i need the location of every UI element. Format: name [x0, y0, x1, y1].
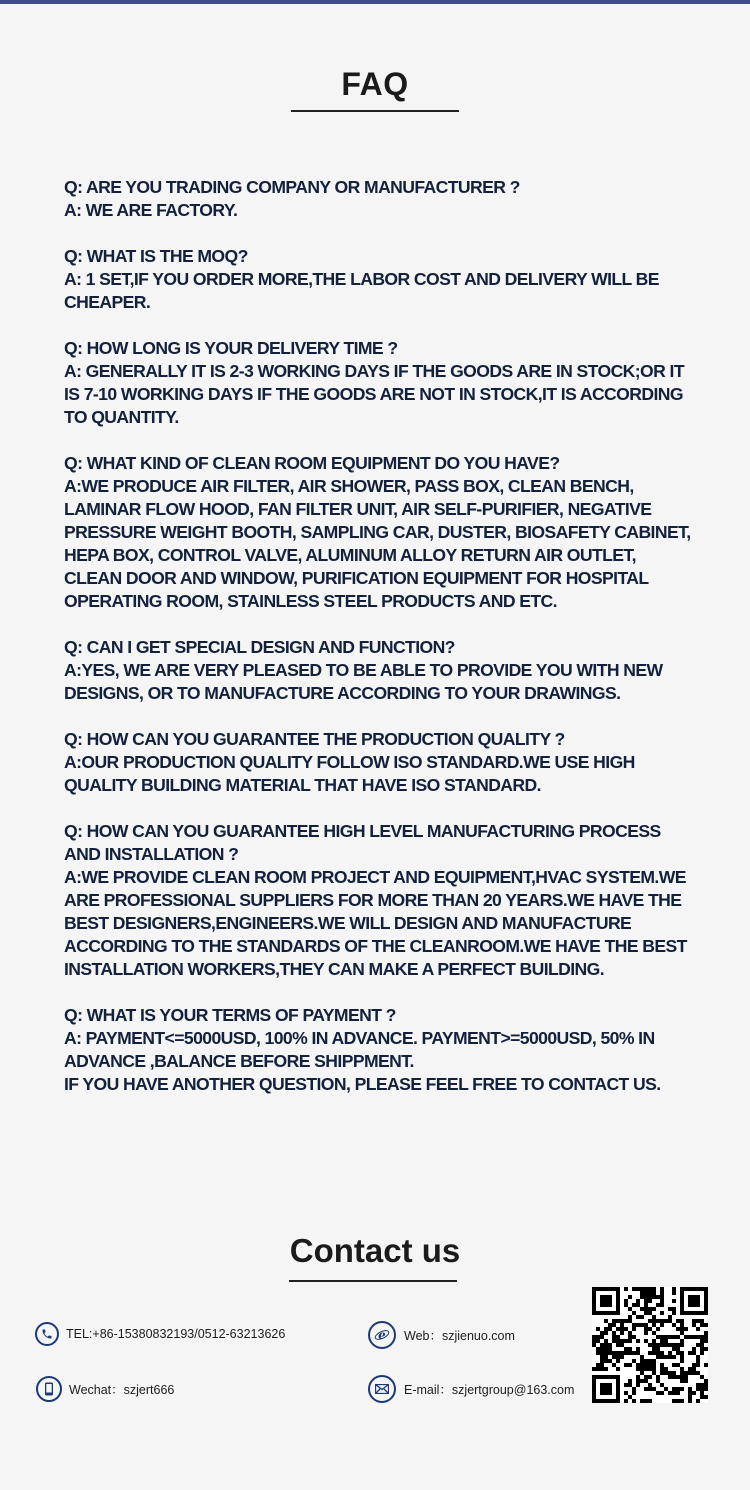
- faq-answer: A:WE PRODUCE AIR FILTER, AIR SHOWER, PASS BOX, CLEAN BENCH, LAMINAR FLOW HOOD, FAN FILTER UNIT, AIR SELF-PURIFIER, NEGATIVE PRESSURE WEIGHT BOOTH, SAMPLING CAR, DUSTER, BIOSAFETY CABINET, HEPA BOX, CONTROL VALVE, ALUMINUM ALLOY RETURN AIR OUTLET, CLEAN DOOR AND WINDOW, PURIFICATION EQUIPMENT FOR HOSPITAL OPERATING ROOM, STAINLESS STEEL PRODUCTS AND ETC.: [64, 476, 691, 611]
- faq-item: [64, 452, 694, 613]
- wechat-id: Wechat：szjert666: [69, 1383, 175, 1397]
- faq-question: Q: ARE YOU TRADING COMPANY OR MANUFACTURER ?: [64, 177, 520, 197]
- tel-link[interactable]: TEL:+86-15380832193/0512-63213626: [66, 1327, 286, 1341]
- svg-text:e: e: [378, 1328, 386, 1342]
- faq-answer: A: 1 SET,IF YOU ORDER MORE,THE LABOR COST AND DELIVERY WILL BE CHEAPER.: [64, 269, 659, 312]
- faq-question: Q: CAN I GET SPECIAL DESIGN AND FUNCTION?: [64, 637, 455, 657]
- browser-icon: [368, 1321, 396, 1349]
- top-accent-bar: [0, 0, 750, 4]
- web-link[interactable]: Web：szjienuo.com: [404, 1329, 515, 1343]
- contact-wechat-row: [36, 1376, 174, 1402]
- qr-code: [592, 1287, 708, 1403]
- faq-item: [64, 1004, 694, 1096]
- mail-icon: [368, 1375, 396, 1403]
- faq-answer: A: WE ARE FACTORY.: [64, 200, 238, 220]
- faq-answer: A: GENERALLY IT IS 2-3 WORKING DAYS IF THE GOODS ARE IN STOCK;OR IT IS 7-10 WORKING DAYS IF THE GOODS ARE NOT IN STOCK,IT IS ACCORDING TO QUANTITY.: [64, 361, 684, 427]
- faq-title: FAQ: [341, 66, 409, 102]
- faq-answer: A:OUR PRODUCTION QUALITY FOLLOW ISO STANDARD.WE USE HIGH QUALITY BUILDING MATERIAL THAT HAVE ISO STANDARD.: [64, 752, 635, 795]
- mobile-icon: [36, 1376, 62, 1402]
- faq-answer: A:YES, WE ARE VERY PLEASED TO BE ABLE TO PROVIDE YOU WITH NEW DESIGNS, OR TO MANUFACTURE ACCORDING TO YOUR DRAWINGS.: [64, 660, 663, 703]
- phone-icon: [35, 1322, 59, 1346]
- faq-item: [64, 636, 694, 705]
- faq-closing-note: IF YOU HAVE ANOTHER QUESTION, PLEASE FEEL FREE TO CONTACT US.: [64, 1074, 661, 1094]
- faq-question: Q: HOW LONG IS YOUR DELIVERY TIME ?: [64, 338, 398, 358]
- faq-question: Q: HOW CAN YOU GUARANTEE HIGH LEVEL MANUFACTURING PROCESS AND INSTALLATION ?: [64, 821, 661, 864]
- faq-question: Q: WHAT IS YOUR TERMS OF PAYMENT ?: [64, 1005, 396, 1025]
- faq-item: [64, 337, 694, 429]
- faq-answer: A: PAYMENT<=5000USD, 100% IN ADVANCE. PAYMENT>=5000USD, 50% IN ADVANCE ,BALANCE BEFORE SHIPPMENT.: [64, 1028, 655, 1071]
- contact-web-row: [368, 1321, 515, 1349]
- faq-item: [64, 176, 694, 222]
- faq-question: Q: HOW CAN YOU GUARANTEE THE PRODUCTION QUALITY ?: [64, 729, 565, 749]
- faq-list: [64, 176, 694, 1119]
- faq-answer: A:WE PROVIDE CLEAN ROOM PROJECT AND EQUIPMENT,HVAC SYSTEM.WE ARE PROFESSIONAL SUPPLIERS FOR MORE THAN 20 YEARS.WE HAVE THE BEST DESIGNERS,ENGINEERS.WE WILL DESIGN AND MANUFACTURE ACCORDING TO THE STANDARDS OF THE CLEANROOM.WE HAVE THE BEST INSTALLATION WORKERS,THEY CAN MAKE A PERFECT BUILDING.: [64, 867, 687, 979]
- faq-question: Q: WHAT KIND OF CLEAN ROOM EQUIPMENT DO YOU HAVE?: [64, 453, 560, 473]
- faq-question: Q: WHAT IS THE MOQ?: [64, 246, 248, 266]
- contact-email-row: [368, 1375, 574, 1403]
- contact-title: Contact us: [289, 1232, 461, 1269]
- contact-tel-row: [35, 1322, 285, 1346]
- faq-title-underline: [291, 110, 459, 112]
- faq-item: [64, 820, 694, 981]
- faq-item: [64, 728, 694, 797]
- contact-title-underline: [289, 1280, 457, 1282]
- qr-code-graphic: [592, 1287, 708, 1403]
- email-link[interactable]: E-mail：szjertgroup@163.com: [404, 1383, 575, 1397]
- faq-item: [64, 245, 694, 314]
